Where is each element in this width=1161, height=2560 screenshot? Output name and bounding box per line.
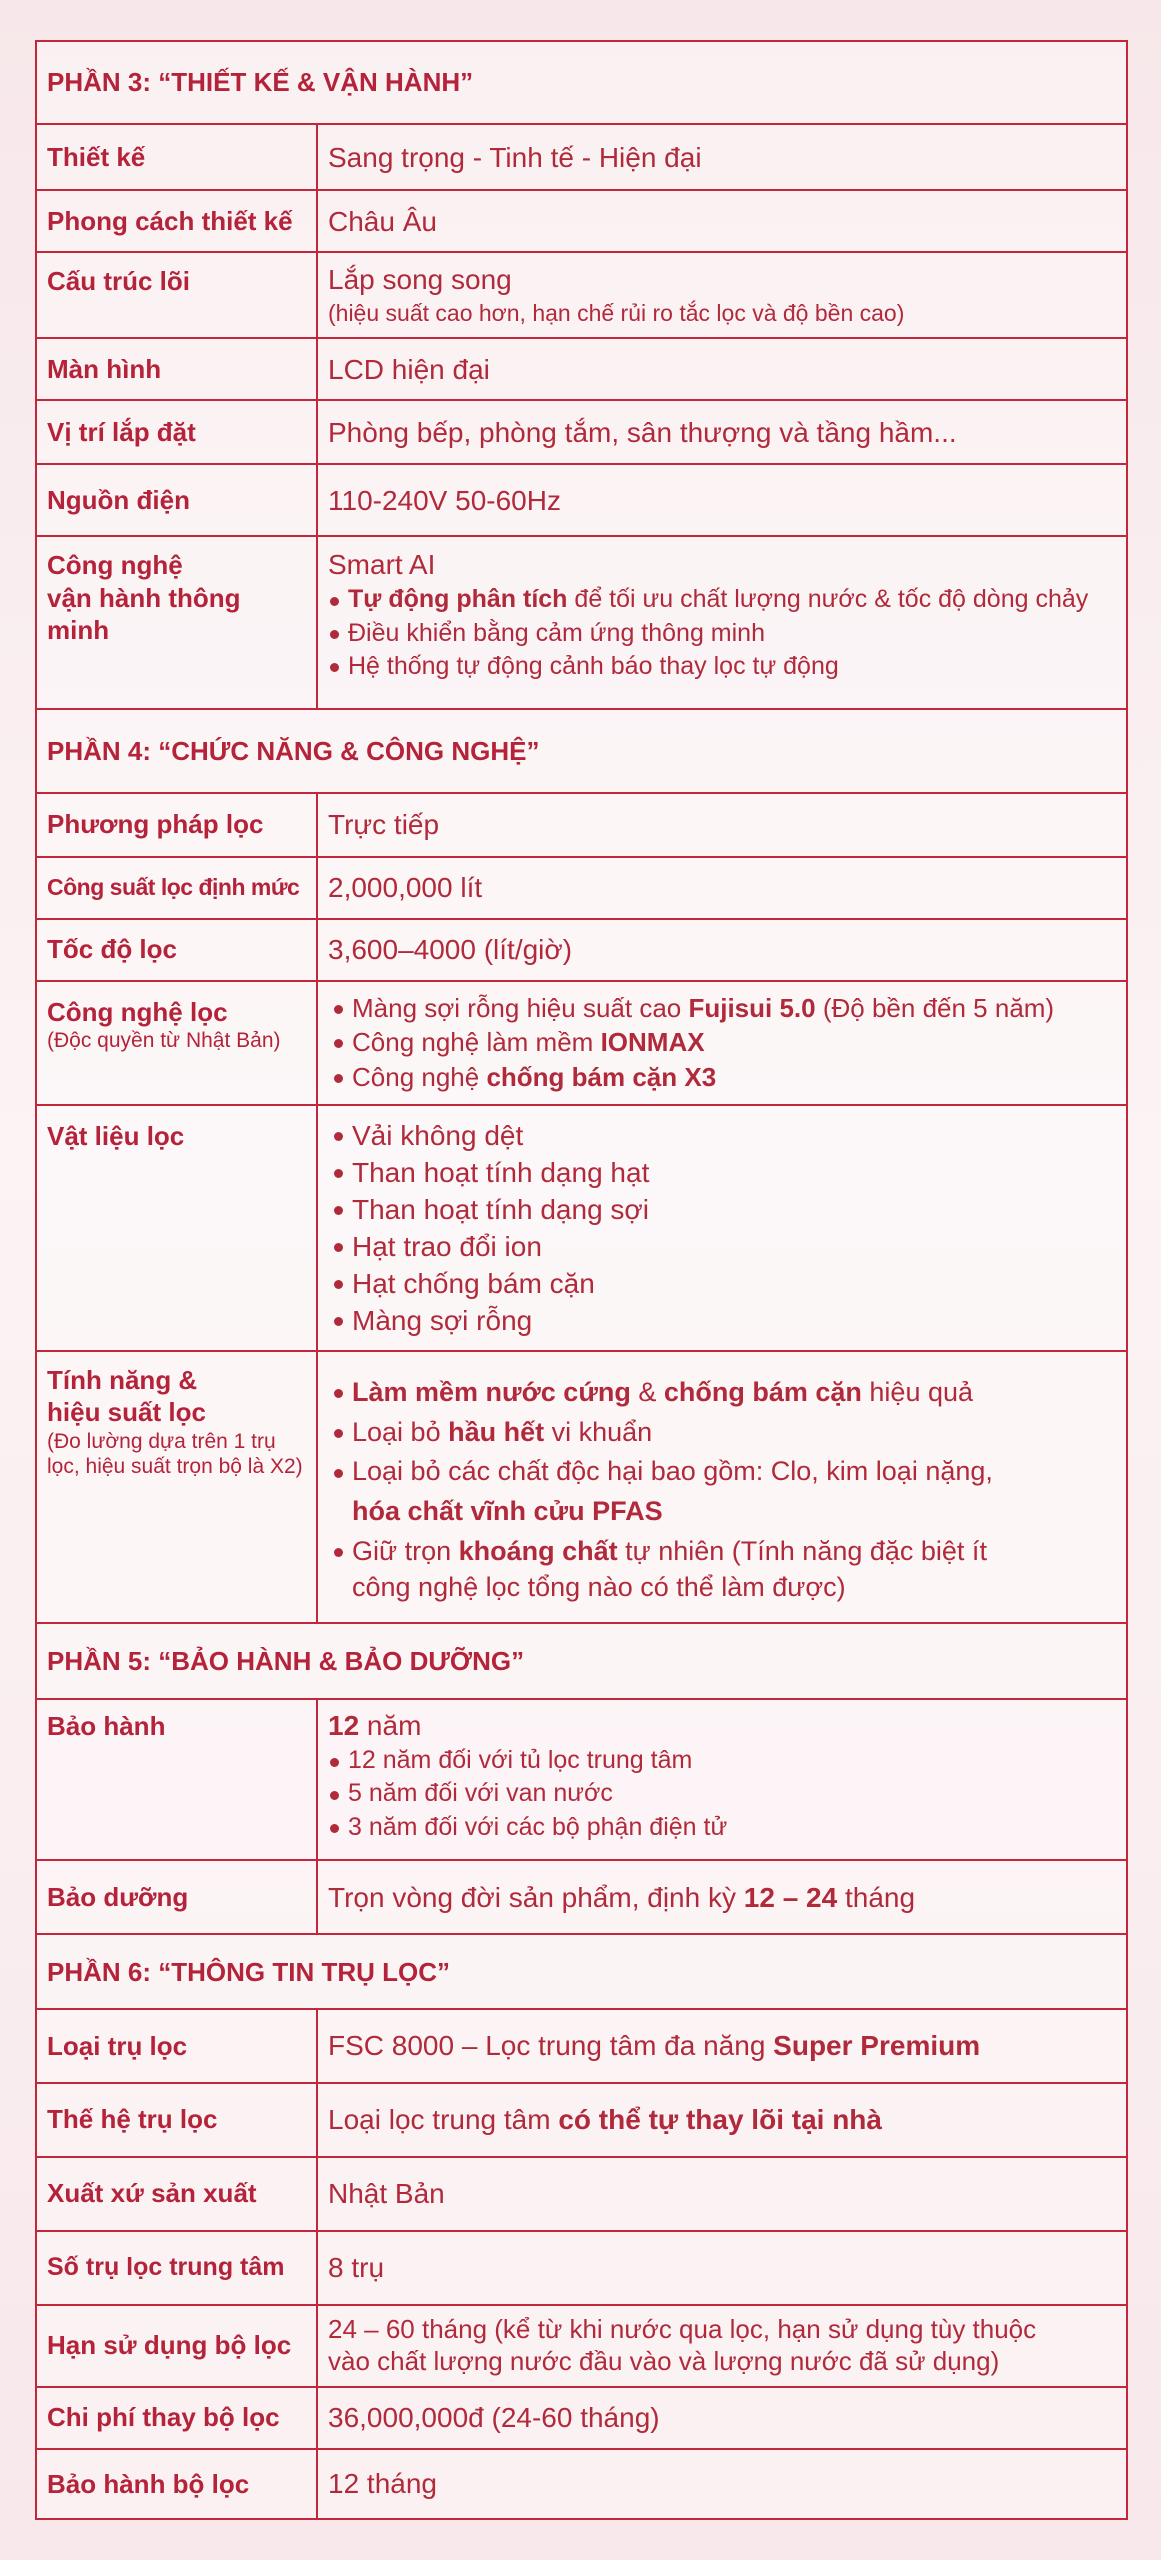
materials-label: Vật liệu lọc [36, 1105, 317, 1351]
lifetime-label: Hạn sử dụng bộ lọc [36, 2305, 317, 2387]
table-row [36, 536, 1127, 709]
features-sub: (Đo lường dựa trên 1 trụ lọc, hiệu suất trọn bộ là X2) [47, 1429, 303, 1479]
filter-tech-bullet-2 [332, 1026, 1116, 1059]
filter-tech-sub: (Độc quyền từ Nhật Bản) [47, 1029, 281, 1053]
speed-label: Tốc độ lọc [36, 919, 317, 981]
maintenance-post: tháng [837, 1881, 916, 1913]
features-label-2: hiệu suất lọc [47, 1397, 206, 1428]
features-bullet-3-bold: hóa chất vĩnh cửu PFAS [352, 1496, 663, 1527]
filter-type-bold: Super Premium [773, 2030, 981, 2062]
features-bullet-4-bold: khoáng chất [458, 1535, 618, 1566]
section-3-header [36, 41, 1127, 124]
screen-value: LCD hiện đại [317, 338, 1127, 400]
filter-type-label: Loại trụ lọc [36, 2009, 317, 2082]
origin-value: Nhật Bản [317, 2157, 1127, 2231]
table-row [36, 464, 1127, 536]
features-bullet-4-post: tự nhiên (Tính năng đặc biệt ít [617, 1535, 987, 1566]
filter-tech-bullet-1-bold: Fujisui 5.0 [688, 992, 816, 1023]
tech-label-cell [36, 536, 317, 709]
table-row [36, 981, 1127, 1105]
table-row [36, 124, 1127, 190]
filter-tech-bullet-3-text: Công nghệ [352, 1061, 487, 1092]
features-bullet-2-bold: hầu hết [448, 1416, 545, 1447]
core-value: Lắp song song [328, 264, 512, 296]
section-5-header [36, 1623, 1127, 1699]
filter-tech-bullet-1-text: Màng sợi rỗng hiệu suất cao [352, 992, 689, 1023]
capacity-value: 2,000,000 lít [317, 857, 1127, 919]
power-label: Nguồn điện [36, 464, 317, 536]
style-value: Châu Âu [317, 190, 1127, 252]
section-4-header [36, 709, 1127, 792]
filter-warranty-value: 12 tháng [317, 2449, 1127, 2519]
maintenance-value [317, 1860, 1127, 1934]
filter-tech-bullet-2-text: Công nghệ làm mềm [352, 1027, 601, 1058]
filter-tech-value-cell [317, 981, 1127, 1105]
features-bullet-2 [332, 1416, 1116, 1450]
features-bullet-4 [332, 1535, 1116, 1569]
cost-label: Chi phí thay bộ lọc [36, 2387, 317, 2449]
section-5-title: PHẦN 5: “BẢO HÀNH & BẢO DƯỠNG” [36, 1623, 1127, 1699]
table-row [36, 2387, 1127, 2449]
method-label: Phương pháp lọc [36, 793, 317, 857]
generation-text: Loại lọc trung tâm [328, 2104, 559, 2136]
lifetime-value-cell [317, 2305, 1127, 2387]
filter-tech-label: Công nghệ lọc [47, 996, 228, 1027]
table-row [36, 400, 1127, 464]
maintenance-label: Bảo dưỡng [36, 1860, 317, 1934]
table-row [36, 793, 1127, 857]
warranty-item: 5 năm đối với van nước [328, 1778, 1116, 1809]
design-label: Thiết kế [36, 124, 317, 190]
tech-bullet-1-text: để tối ưu chất lượng nước & tốc độ dòng chảy [567, 585, 1089, 614]
features-bullet-2-text: Loại bỏ [352, 1416, 449, 1447]
table-row [36, 2157, 1127, 2231]
warranty-value [328, 1708, 1116, 1743]
location-label: Vị trí lắp đặt [36, 400, 317, 464]
section-4-title: PHẦN 4: “CHỨC NĂNG & CÔNG NGHỆ” [36, 709, 1127, 792]
tech-value-cell [317, 536, 1127, 709]
section-3-title: PHẦN 3: “THIẾT KẾ & VẬN HÀNH” [36, 41, 1127, 124]
filter-tech-label-cell [36, 981, 317, 1105]
capacity-label: Công suất lọc định mức [36, 857, 317, 919]
location-value: Phòng bếp, phòng tắm, sân thượng và tầng hầm... [317, 400, 1127, 464]
generation-value [317, 2083, 1127, 2157]
table-row [36, 252, 1127, 338]
core-label: Cấu trúc lõi [36, 252, 317, 338]
table-row [36, 338, 1127, 400]
warranty-item: 12 năm đối với tủ lọc trung tâm [328, 1745, 1116, 1776]
speed-value: 3,600–4000 (lít/giờ) [317, 919, 1127, 981]
maintenance-text: Trọn vòng đời sản phẩm, định kỳ [328, 1881, 744, 1913]
table-row [36, 1860, 1127, 1934]
origin-label: Xuất xứ sản xuất [36, 2157, 317, 2231]
tech-label-1: Công nghệ [47, 550, 183, 581]
features-bullet-3-text: Loại bỏ các chất độc hại bao gồm: Clo, kim loại nặng, [352, 1456, 993, 1487]
warranty-item: 3 năm đối với các bộ phận điện tử [328, 1812, 1116, 1843]
cost-value: 36,000,000đ (24-60 tháng) [317, 2387, 1127, 2449]
screen-label: Màn hình [36, 338, 317, 400]
features-value-cell [317, 1351, 1127, 1623]
core-note: (hiệu suất cao hơn, hạn chế rủi ro tắc lọc và độ bền cao) [328, 300, 905, 327]
filter-type-text: FSC 8000 – Lọc trung tâm đa năng [328, 2030, 774, 2062]
table-row [36, 1105, 1127, 1351]
features-bullet-1-bold-2: chống bám cặn [663, 1376, 862, 1407]
material-item: Hạt chống bám cặn [332, 1266, 1116, 1301]
filter-tech-bullet-1 [332, 992, 1116, 1025]
warranty-value-cell [317, 1699, 1127, 1860]
warranty-value-text: năm [359, 1710, 422, 1742]
features-bullet-3 [332, 1455, 1116, 1489]
table-row [36, 2009, 1127, 2082]
table-row [36, 2449, 1127, 2519]
generation-bold: có thể tự thay lõi tại nhà [558, 2104, 882, 2136]
core-value-cell [317, 252, 1127, 338]
maintenance-bold: 12 – 24 [743, 1881, 838, 1913]
material-item: Than hoạt tính dạng hạt [332, 1155, 1116, 1190]
material-item: Hạt trao đổi ion [332, 1229, 1116, 1264]
warranty-label: Bảo hành [36, 1699, 317, 1860]
spec-table [35, 40, 1128, 2520]
filter-tech-bullet-2-bold: IONMAX [600, 1027, 705, 1058]
table-row [36, 919, 1127, 981]
style-label: Phong cách thiết kế [36, 190, 317, 252]
features-bullet-1 [332, 1376, 1116, 1410]
table-row [36, 1351, 1127, 1623]
count-label: Số trụ lọc trung tâm [36, 2231, 317, 2305]
method-value: Trực tiếp [317, 793, 1127, 857]
material-item: Than hoạt tính dạng sợi [332, 1192, 1116, 1227]
filter-tech-bullet-3 [332, 1061, 1116, 1094]
tech-bullet-1 [328, 584, 1116, 615]
features-bullet-4-text: Giữ trọn [352, 1535, 459, 1566]
features-bullet-2-post: vi khuẩn [544, 1416, 653, 1447]
warranty-value-bold: 12 [328, 1710, 360, 1742]
filter-tech-bullet-1-post: (Độ bền đến 5 năm) [815, 992, 1055, 1023]
filter-tech-bullet-3-bold: chống bám cặn X3 [486, 1061, 717, 1092]
table-row [36, 1699, 1127, 1860]
material-item: Màng sợi rỗng [332, 1303, 1116, 1338]
section-6-header [36, 1934, 1127, 2009]
design-value: Sang trọng - Tinh tế - Hiện đại [317, 124, 1127, 190]
table-row [36, 857, 1127, 919]
lifetime-line-2: vào chất lượng nước đầu vào và lượng nước đã sử dụng) [328, 2345, 1000, 2376]
generation-label: Thế hệ trụ lọc [36, 2083, 317, 2157]
table-row [36, 2305, 1127, 2387]
filter-type-value [317, 2009, 1127, 2082]
tech-bullet-3: Hệ thống tự động cảnh báo thay lọc tự động [328, 651, 1116, 682]
tech-bullet-2: Điều khiển bằng cảm ứng thông minh [328, 618, 1116, 649]
features-bullet-4-cont: công nghệ lọc tổng nào có thể làm được) [352, 1571, 846, 1602]
features-bullet-1-bold-1: Làm mềm nước cứng [352, 1376, 631, 1407]
tech-bullet-1-bold: Tự động phân tích [348, 585, 568, 614]
section-6-title: PHẦN 6: “THÔNG TIN TRỤ LỌC” [36, 1934, 1127, 2009]
power-value: 110-240V 50-60Hz [317, 464, 1127, 536]
table-row [36, 2231, 1127, 2305]
table-row [36, 190, 1127, 252]
filter-warranty-label: Bảo hành bộ lọc [36, 2449, 317, 2519]
features-bullet-1-post: hiệu quả [861, 1376, 974, 1407]
tech-value: Smart AI [328, 549, 436, 581]
features-bullet-1-mid: & [630, 1376, 664, 1407]
materials-value-cell [317, 1105, 1127, 1351]
tech-label-2: vận hành thông minh [47, 582, 241, 646]
count-value: 8 trụ [317, 2231, 1127, 2305]
features-label-1: Tính năng & [47, 1364, 198, 1395]
lifetime-line-1: 24 – 60 tháng (kể từ khi nước qua lọc, hạn sử dụng tùy thuộc [328, 2314, 1037, 2345]
table-row [36, 2083, 1127, 2157]
material-item: Vải không dệt [332, 1118, 1116, 1153]
features-label-cell [36, 1351, 317, 1623]
